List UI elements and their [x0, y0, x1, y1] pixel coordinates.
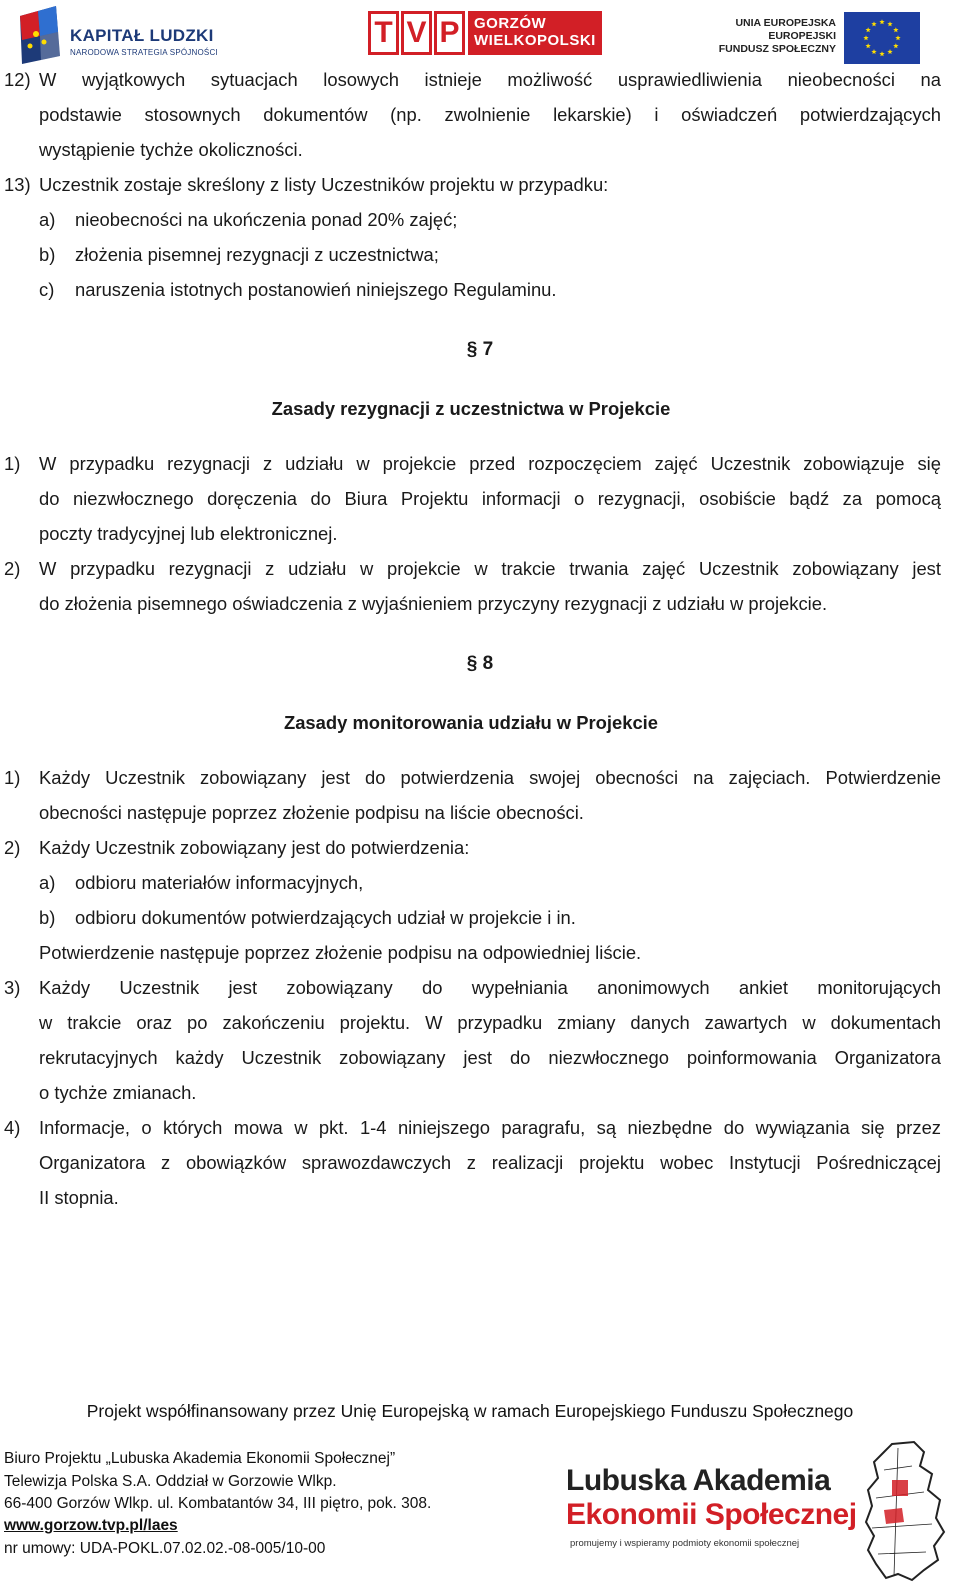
- section-7-title: Zasady rezygnacji z uczestnictwa w Projekcie: [271, 398, 671, 419]
- section-7-sign: § 7: [466, 339, 494, 360]
- eu-line3: FUNDUSZ SPOŁECZNY: [718, 43, 836, 55]
- eu-flag-icon: [844, 12, 920, 64]
- section-8-point-2-line: Każdy Uczestnik zobowiązany jest do potwierdzenia:: [39, 837, 470, 858]
- section-8-point-4-line: II stopnia.: [39, 1187, 119, 1208]
- agreement-number: nr umowy: UDA-POKL.07.02.02.-08-005/10-00: [4, 1540, 326, 1557]
- section-7-point-2-line: do złożenia pisemnego oświadczenia z wyjaśnieniem przyczyny rezygnacji z udziału w projekcie.: [39, 593, 828, 614]
- lubuska-akademia-logo: [566, 1440, 946, 1582]
- kapital-ludzki-subtitle: NARODOWA STRATEGIA SPÓJNOŚCI: [70, 48, 218, 57]
- section-8-point-3-line: o tychże zmianach.: [39, 1082, 197, 1103]
- section-8-title: Zasady monitorowania udziału w Projekcie: [283, 712, 659, 733]
- point-12-line: podstawie stosownych dokumentów (np. zwolnienie lekarskie) i oświadczeń potwierdzających: [39, 104, 941, 125]
- point-13-line: Uczestnik zostaje skreślony z listy Uczestników projektu w przypadku:: [39, 174, 609, 195]
- cofinancing-note: Projekt współfinansowany przez Unię Europejską w ramach Europejskiego Funduszu Społecznego: [86, 1401, 854, 1421]
- section-7-point-2-line: W przypadku rezygnacji z udziału w projekcie w trakcie trwania zajęć Uczestnik zobowiązany jest: [39, 558, 941, 579]
- list-item-text: odbioru dokumentów potwierdzających udział w projekcie i in.: [75, 907, 576, 928]
- tvp-letter: P: [434, 11, 465, 55]
- list-item-label: a): [39, 872, 56, 893]
- lubuskie-region-map-icon: [862, 1440, 946, 1582]
- list-item-label: b): [39, 244, 56, 265]
- kapital-ludzki-logo: [14, 6, 224, 64]
- kapital-ludzki-flag-icon: [16, 6, 62, 64]
- point-12-line: W wyjątkowych sytuacjach losowych istnieje możliwość usprawiedliwienia nieobecności na: [39, 69, 941, 90]
- section-8-point-1-number: 1): [4, 767, 21, 788]
- section-8-point-2-line: Potwierdzenie następuje poprzez złożenie podpisu na odpowiedniej liście.: [39, 942, 642, 963]
- tvp-name-line2: WIELKOPOLSKI: [474, 32, 596, 49]
- section-7-point-1-line: poczty tradycyjnej lub elektronicznej.: [39, 523, 338, 544]
- section-7-point-1-number: 1): [4, 453, 21, 474]
- list-item-text: nieobecności na ukończenia ponad 20% zajęć;: [75, 209, 458, 230]
- tvp-letter: T: [368, 11, 399, 55]
- list-item-label: b): [39, 907, 56, 928]
- project-website-link[interactable]: www.gorzow.tvp.pl/laes: [4, 1517, 178, 1534]
- tvp-gorzow-logo: [368, 11, 602, 55]
- point-13-number: 13): [4, 174, 31, 195]
- tvp-letters: [368, 11, 466, 55]
- section-8-point-3-line: rekrutacyjnych każdy Uczestnik zobowiązany jest do niezwłocznego poinformowania Organizatora: [39, 1047, 941, 1068]
- point-12-number: 12): [4, 69, 31, 90]
- section-8-point-3-line: Każdy Uczestnik jest zobowiązany do wypełniania anonimowych ankiet monitorujących: [39, 977, 941, 998]
- section-8-point-3-number: 3): [4, 977, 21, 998]
- section-8-sign: § 8: [466, 653, 494, 674]
- section-8-point-1-line: Każdy Uczestnik zobowiązany jest do potwierdzenia swojej obecności na zajęciach. Potwierdzenie: [39, 767, 941, 788]
- lae-logo-line2: Ekonomii Społecznej: [566, 1498, 857, 1531]
- section-8-point-2-number: 2): [4, 837, 21, 858]
- section-7-point-2-number: 2): [4, 558, 21, 579]
- section-7-point-1-line: W przypadku rezygnacji z udziału w projekcie przed rozpoczęciem zajęć Uczestnik zobowiązuje się: [39, 453, 941, 474]
- eu-line1: UNIA EUROPEJSKA: [735, 17, 836, 29]
- tvp-name-line1: GORZÓW: [474, 15, 547, 32]
- office-address: 66-400 Gorzów Wlkp. ul. Kombatantów 34, III piętro, pok. 308.: [4, 1495, 432, 1512]
- eu-social-fund-logo: [718, 12, 922, 66]
- eu-line2: EUROPEJSKI: [768, 30, 836, 42]
- lae-tagline: promujemy i wspieramy podmioty ekonomii społecznej: [570, 1538, 800, 1549]
- section-7-point-1-line: do niezwłocznego doręczenia do Biura Projektu informacji o rezygnacji, osobiście bądź za pomocą: [39, 488, 941, 509]
- section-8-point-4-line: Informacje, o których mowa w pkt. 1-4 niniejszego paragrafu, są niezbędne do wywiązania się przez: [39, 1117, 941, 1138]
- list-item-text: złożenia pisemnej rezygnacji z uczestnictwa;: [75, 244, 439, 265]
- list-item-label: c): [39, 279, 55, 300]
- section-8-point-4-line: Organizatora z obowiązków sprawozdawczych z realizacji projektu wobec Instytucji Pośredniczącej: [39, 1152, 941, 1173]
- page-header: [0, 0, 960, 68]
- list-item-text: odbioru materiałów informacyjnych,: [75, 872, 364, 893]
- tvp-letter: V: [401, 11, 432, 55]
- lae-logo-line1: Lubuska Akademia: [566, 1464, 831, 1497]
- list-item-label: a): [39, 209, 56, 230]
- tvp-station-name: [468, 11, 602, 55]
- list-item-text: naruszenia istotnych postanowień niniejszego Regulaminu.: [75, 279, 557, 300]
- broadcaster-name: Telewizja Polska S.A. Oddział w Gorzowie Wlkp.: [4, 1473, 337, 1490]
- section-8-point-4-number: 4): [4, 1117, 21, 1138]
- section-8-point-1-line: obecności następuje poprzez złożenie podpisu na liście obecności.: [39, 802, 584, 823]
- kapital-ludzki-title: KAPITAŁ LUDZKI: [70, 26, 214, 45]
- point-12-line: wystąpienie tychże okoliczności.: [39, 139, 303, 160]
- project-office-name: Biuro Projektu „Lubuska Akademia Ekonomii Społecznej”: [4, 1450, 396, 1467]
- section-8-point-3-line: w trakcie oraz po zakończeniu projektu. W przypadku zmiany danych zawartych w dokumentach: [39, 1012, 941, 1033]
- eu-logo-text: [719, 17, 836, 56]
